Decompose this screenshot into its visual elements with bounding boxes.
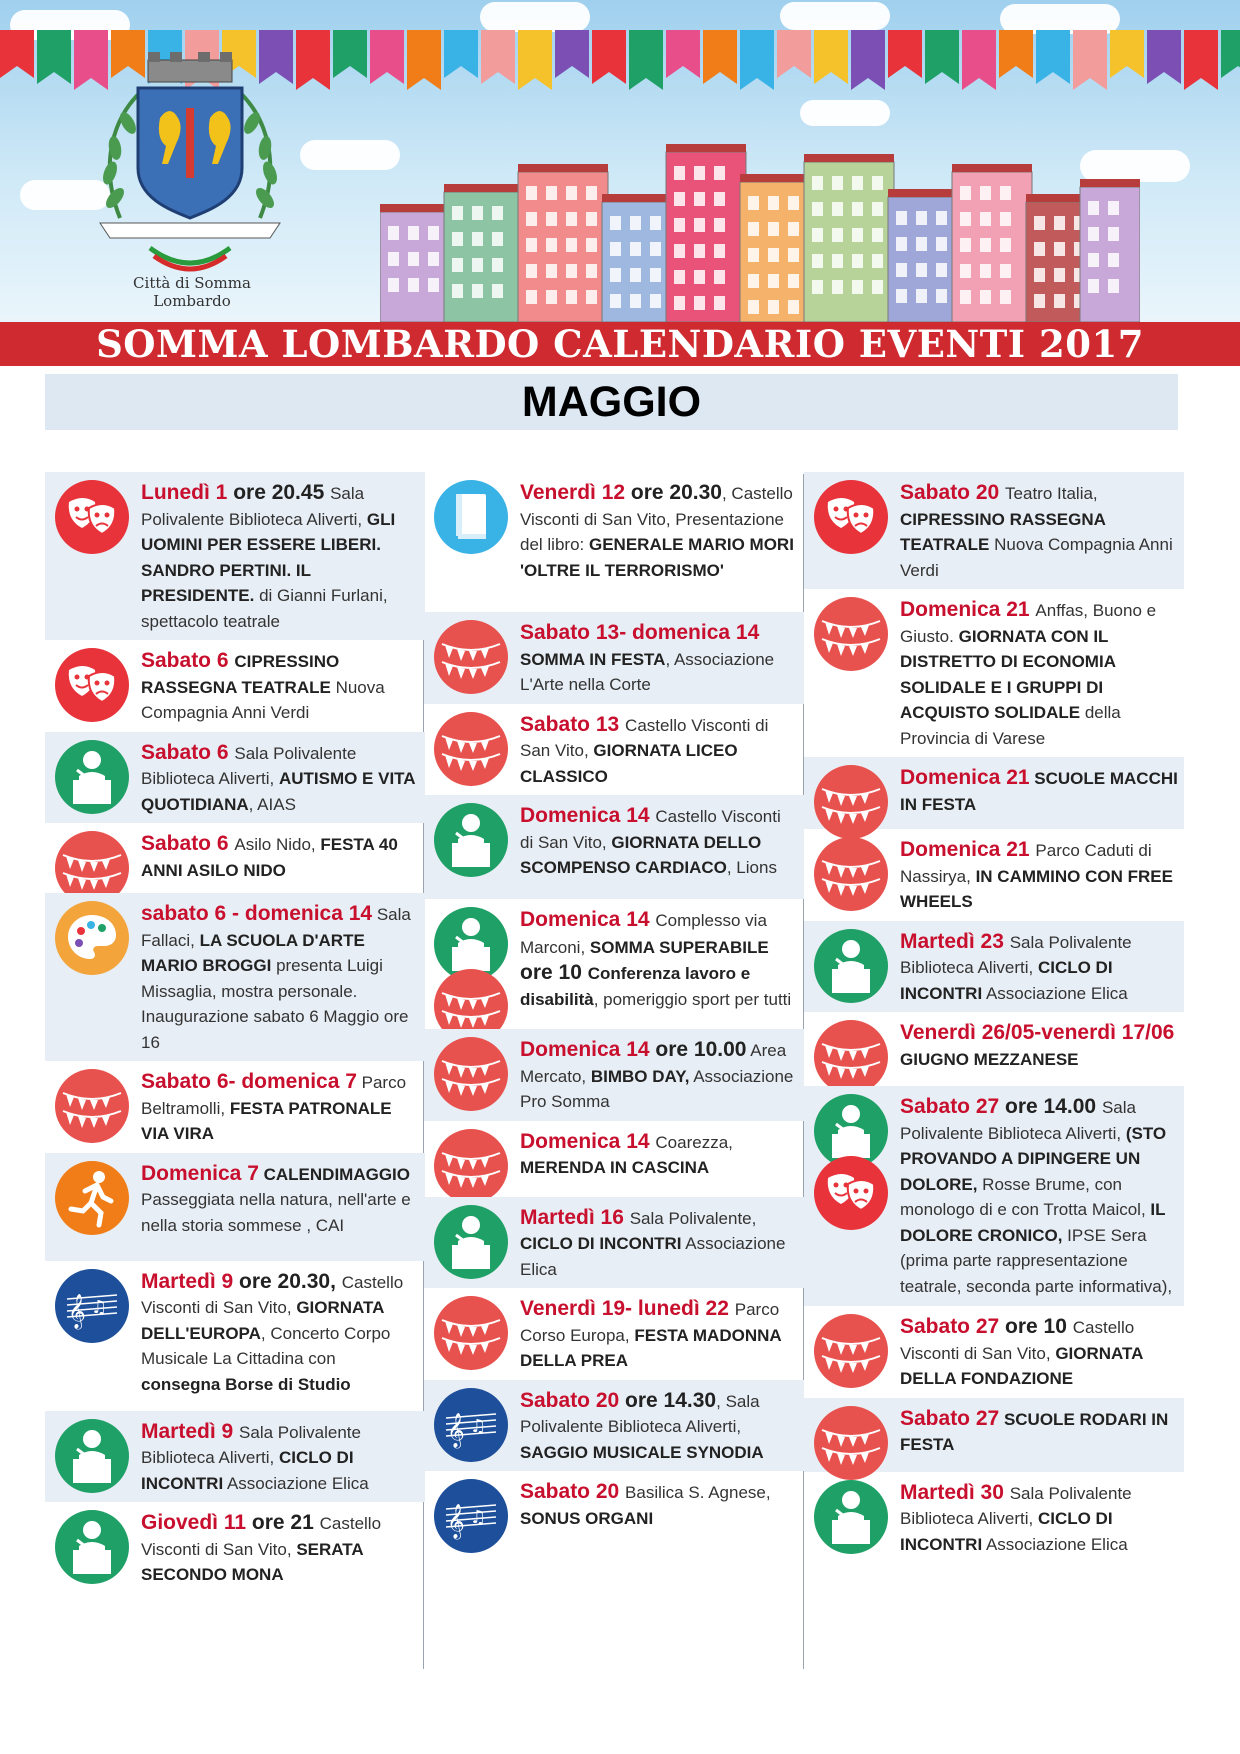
event-title: SONUS ORGANI xyxy=(520,1508,654,1528)
event-details: Basilica S. Agnese, xyxy=(625,1483,771,1502)
event-date: Sabato 27 xyxy=(900,1095,1006,1118)
event-title: GIORNATA DELLA FONDAZIONE xyxy=(900,1343,1143,1388)
city-name: Città di Somma Lombardo xyxy=(133,274,251,310)
event-title: CICLO DI INCONTRI xyxy=(900,958,1113,1003)
city-crest-icon xyxy=(90,48,290,298)
speaker-podium-icon xyxy=(434,1205,508,1279)
theatre-masks-icon xyxy=(814,1156,888,1230)
event-title: FESTA MADONNA DELLA PREA xyxy=(520,1325,782,1370)
event-item xyxy=(424,472,804,612)
bunting-flags-icon xyxy=(814,837,888,911)
event-item xyxy=(45,1261,425,1411)
music-notes-icon xyxy=(434,1479,508,1553)
event-details: Sala Fallaci, xyxy=(141,905,411,950)
event-details: Parco Caduti di Nassirya, xyxy=(900,841,1152,886)
svg-text:♫: ♫ xyxy=(91,1296,108,1318)
event-title: GIUGNO MEZZANESE xyxy=(900,1049,1079,1069)
event-title: SCUOLE RODARI IN FESTA xyxy=(900,1409,1169,1454)
event-details: , Associazione L'Arte nella Corte xyxy=(520,649,775,694)
svg-text:𝄞: 𝄞 xyxy=(447,1504,465,1539)
event-details: Sala Polivalente Biblioteca Aliverti, xyxy=(141,484,367,529)
event-text xyxy=(900,480,1178,583)
event-item xyxy=(804,1472,1184,1564)
theatre-masks-icon xyxy=(55,480,129,554)
event-title: LA SCUOLA D'ARTE MARIO BROGGI xyxy=(141,930,365,975)
event-date: sabato 6 - domenica 14 xyxy=(141,902,373,925)
event-title: (STO PROVANDO A DIPINGERE UN DOLORE, xyxy=(900,1123,1167,1194)
events-column-1 xyxy=(45,472,425,1594)
cloud xyxy=(480,2,590,32)
music-notes-icon xyxy=(55,1269,129,1343)
bunting-flags-icon xyxy=(434,1037,508,1111)
event-date: Martedì 30 xyxy=(900,1480,1010,1504)
event-item xyxy=(804,472,1184,589)
event-details: Rosse Brume, con monologo di e con Trotta Maicol, xyxy=(900,1174,1151,1219)
event-item xyxy=(45,472,425,640)
event-title: GLI UOMINI PER ESSERE LIBERI. SANDRO PERTINI. IL PRESIDENTE. xyxy=(141,509,396,605)
event-text xyxy=(520,907,798,1012)
event-item xyxy=(804,921,1184,1013)
event-details: Complesso via Marconi, xyxy=(520,911,767,957)
event-details: Teatro Italia, xyxy=(1005,484,1098,503)
speaker-podium-icon xyxy=(814,929,888,1003)
event-details: Parco Corso Europa, xyxy=(520,1300,780,1345)
event-details: Associazione Elica xyxy=(982,1534,1128,1554)
event-title: SERATA SECONDO MONA xyxy=(141,1539,364,1584)
event-title: GIORNATA DELL'EUROPA xyxy=(141,1298,384,1343)
event-time: ore 10 xyxy=(520,961,588,984)
event-details: Associazione Elica xyxy=(982,983,1128,1003)
event-text xyxy=(141,901,419,1055)
event-date: Martedì 9 xyxy=(141,1419,240,1443)
event-item xyxy=(804,757,1184,829)
theatre-masks-icon xyxy=(55,648,129,722)
event-title: CICLO DI INCONTRI xyxy=(520,1234,682,1253)
theatre-masks-icon xyxy=(814,480,888,554)
event-date: Sabato 20 xyxy=(900,481,1006,504)
event-item xyxy=(424,1471,804,1551)
event-details: Sala Polivalente Biblioteca Aliverti, xyxy=(900,932,1132,977)
bunting-flags-icon xyxy=(814,1406,888,1480)
header-illustration xyxy=(0,0,1240,322)
event-title: consegna Borse di Studio xyxy=(141,1374,351,1394)
bunting-flags-icon xyxy=(814,597,888,671)
event-text xyxy=(520,1479,798,1531)
event-date: Sabato 27 xyxy=(900,1406,1000,1430)
event-item xyxy=(424,795,804,899)
event-title: SCUOLE MACCHI IN FESTA xyxy=(900,769,1178,814)
event-details: Castello Visconti di San Vito, xyxy=(520,807,781,852)
event-title: FESTA 40 ANNI ASILO NIDO xyxy=(141,835,398,880)
event-title: Conferenza lavoro e disabilità xyxy=(520,964,751,1009)
event-title: SAGGIO MUSICALE SYNODIA xyxy=(520,1442,764,1462)
event-time: ore 20.30 xyxy=(630,481,722,504)
event-title: FESTA PATRONALE VIA VIRA xyxy=(141,1098,392,1143)
event-date: Sabato 20 xyxy=(520,1388,626,1412)
event-text xyxy=(520,620,798,698)
event-details: Anffas, Buono e Giusto. xyxy=(900,601,1157,646)
event-item xyxy=(45,823,425,893)
event-text xyxy=(520,712,798,790)
event-text xyxy=(900,1406,1178,1458)
music-notes-icon xyxy=(434,1388,508,1462)
event-date: Sabato 27 xyxy=(900,1315,1006,1338)
event-text xyxy=(900,1020,1178,1072)
event-item xyxy=(424,1197,804,1289)
event-date: Domenica 14 xyxy=(520,1129,656,1153)
event-time: ore 10 xyxy=(1005,1315,1073,1338)
event-details: , Castello Visconti di San Vito, Presentazione del libro: xyxy=(520,484,793,554)
event-title: CICLO DI INCONTRI xyxy=(900,1509,1113,1554)
event-item xyxy=(424,1380,804,1472)
event-date: Sabato 6- domenica 7 xyxy=(141,1070,357,1093)
event-details: Sala Polivalente, xyxy=(629,1208,757,1228)
event-title: GENERALE MARIO MORI 'OLTRE IL TERRORISMO' xyxy=(520,535,794,580)
event-text xyxy=(141,740,419,818)
runner-icon xyxy=(55,1161,129,1235)
event-details: Castello Visconti di San Vito, xyxy=(900,1318,1135,1363)
event-date: Domenica 21 xyxy=(900,598,1036,621)
event-item xyxy=(45,893,425,1061)
event-details: Parco Beltramolli, xyxy=(141,1073,407,1118)
event-text xyxy=(141,1069,419,1147)
event-date: Domenica 21 xyxy=(900,766,1030,789)
event-title: CICLO DI INCONTRI xyxy=(141,1448,354,1493)
event-item xyxy=(45,1061,425,1153)
event-item xyxy=(804,1012,1184,1086)
event-details: Castello Visconti di San Vito, xyxy=(141,1514,382,1559)
event-title: SOMMA SUPERABILE xyxy=(589,937,769,957)
event-text xyxy=(141,1419,419,1497)
event-text xyxy=(900,1094,1178,1299)
event-details: Nuova Compagnia Anni Verdi xyxy=(900,535,1173,580)
event-title: BIMBO DAY, xyxy=(590,1066,690,1086)
speaker-podium-icon xyxy=(55,740,129,814)
event-text xyxy=(141,480,419,634)
event-title: CIPRESSINO RASSEGNA TEATRALE xyxy=(900,509,1106,554)
event-item xyxy=(45,1502,425,1594)
bunting-flags-icon xyxy=(814,1314,888,1388)
event-date: Domenica 7 xyxy=(141,1161,259,1185)
event-time: ore 20.45 xyxy=(233,481,331,504)
event-details: Associazione Elica xyxy=(223,1473,369,1493)
event-details: Sala Polivalente Biblioteca Aliverti, xyxy=(141,1422,361,1467)
event-details: Castello Visconti di San Vito, xyxy=(141,1272,404,1317)
event-title: GIORNATA DELLO SCOMPENSO CARDIACO xyxy=(520,832,762,877)
cloud xyxy=(780,2,890,30)
event-text xyxy=(520,1296,798,1374)
event-date: Sabato 6 xyxy=(141,649,235,672)
event-date: Martedì 16 xyxy=(520,1205,630,1229)
event-item xyxy=(804,589,1184,757)
event-text xyxy=(900,765,1178,817)
event-details: Sala Polivalente Biblioteca Aliverti, xyxy=(900,1483,1132,1528)
event-text xyxy=(900,929,1178,1007)
event-date: Sabato 20 xyxy=(520,1480,626,1503)
bunting-flags-icon xyxy=(814,1020,888,1094)
svg-text:𝄞: 𝄞 xyxy=(447,1412,465,1448)
event-text xyxy=(900,597,1178,751)
bunting-flags-icon xyxy=(434,1129,508,1203)
event-text xyxy=(520,1037,798,1115)
event-text xyxy=(141,1161,419,1239)
event-details: Coarezza, xyxy=(655,1132,733,1152)
svg-text:♫: ♫ xyxy=(470,1415,487,1437)
event-item xyxy=(424,704,804,796)
event-text xyxy=(141,1269,419,1398)
event-item xyxy=(424,1288,804,1380)
event-date: Sabato 13- domenica 14 xyxy=(520,621,760,644)
event-item xyxy=(424,612,804,704)
event-details: Castello Visconti di San Vito, xyxy=(520,715,769,760)
event-title: AUTISMO E VITA QUOTIDIANA xyxy=(141,769,415,814)
event-text xyxy=(900,1314,1178,1392)
event-date: Venerdì 12 xyxy=(520,481,631,504)
event-item xyxy=(45,732,425,824)
event-title: SOMMA IN FESTA xyxy=(520,649,666,669)
event-details: Sala Polivalente Biblioteca Aliverti, xyxy=(900,1098,1136,1143)
speaker-podium-icon xyxy=(814,1480,888,1554)
event-text xyxy=(141,831,419,883)
calendar-title: SOMMA LOMBARDO CALENDARIO EVENTI 2017 xyxy=(0,322,1240,366)
event-date: Sabato 6 xyxy=(141,832,235,855)
event-text xyxy=(141,1510,419,1588)
bunting-flags-icon xyxy=(434,712,508,786)
event-text xyxy=(520,803,798,881)
book-icon xyxy=(434,480,508,554)
event-item xyxy=(804,829,1184,921)
event-item xyxy=(424,1029,804,1121)
event-details: della Provincia di Varese xyxy=(900,703,1121,748)
bunting-flags-icon xyxy=(434,1296,508,1370)
bunting-flags-icon xyxy=(434,620,508,694)
month-heading: MAGGIO xyxy=(45,374,1178,430)
event-time: ore 21 xyxy=(251,1511,320,1534)
speaker-podium-icon xyxy=(55,1510,129,1584)
event-details: , Lions xyxy=(726,858,777,877)
event-time: ore 14.00 xyxy=(1005,1095,1102,1118)
event-details: IPSE Sera (prima parte rappresentazione teatrale, seconda parte informativa), xyxy=(900,1225,1173,1296)
event-details: Passeggiata nella natura, nell'arte e nella storia sommese , CAI xyxy=(141,1190,411,1235)
event-item xyxy=(424,1121,804,1197)
event-details: Nuova Compagnia Anni Verdi xyxy=(141,677,385,722)
palette-icon xyxy=(55,901,129,975)
event-date: Martedì 9 xyxy=(141,1269,240,1293)
event-item xyxy=(424,899,804,1029)
event-date: Domenica 21 xyxy=(900,838,1036,861)
event-details: , AIAS xyxy=(248,794,296,814)
event-details: Sala Polivalente Biblioteca Aliverti, xyxy=(141,743,357,788)
event-details: di Gianni Furlani, spettacolo teatrale xyxy=(141,586,388,631)
event-item xyxy=(45,1411,425,1503)
event-details: Associazione Elica xyxy=(520,1234,786,1279)
svg-text:♫: ♫ xyxy=(470,1507,487,1528)
event-text xyxy=(900,837,1178,915)
speaker-podium-icon xyxy=(434,803,508,877)
event-text xyxy=(520,1205,798,1283)
event-details: , Sala Polivalente Biblioteca Aliverti, xyxy=(520,1391,760,1436)
event-title: CALENDIMAGGIO xyxy=(258,1164,410,1184)
event-text xyxy=(900,1480,1178,1558)
event-date: Venerdì 26/05-venerdì 17/06 xyxy=(900,1021,1175,1044)
event-time: ore 14.30 xyxy=(625,1388,717,1412)
event-title: GIORNATA LICEO CLASSICO xyxy=(520,741,738,786)
event-text xyxy=(520,1129,798,1181)
event-time: ore 10.00 xyxy=(655,1038,747,1061)
event-text xyxy=(520,1388,798,1466)
event-details: presenta Luigi Missaglia, mostra personale. Inaugurazione sabato 6 Maggio ore 16 xyxy=(141,956,409,1052)
event-date: Domenica 14 xyxy=(520,804,656,827)
event-details: Area Mercato, xyxy=(520,1041,787,1086)
event-item xyxy=(804,1086,1184,1306)
event-item xyxy=(804,1398,1184,1472)
event-title: CIPRESSINO RASSEGNA TEATRALE xyxy=(141,652,340,697)
speaker-podium-icon xyxy=(55,1419,129,1493)
event-date: Domenica 14 xyxy=(520,908,656,931)
events-column-2 xyxy=(424,472,804,1551)
event-details: , Concerto Corpo Musicale La Cittadina con xyxy=(141,1323,391,1368)
event-item xyxy=(804,1306,1184,1398)
events-column-3 xyxy=(804,472,1184,1563)
town-illustration xyxy=(380,142,1140,322)
event-details: Asilo Nido, xyxy=(234,835,321,854)
svg-text:𝄞: 𝄞 xyxy=(68,1293,86,1329)
event-text xyxy=(520,480,798,583)
event-details: Associazione Pro Somma xyxy=(520,1066,794,1111)
event-title: IL DOLORE CRONICO, xyxy=(900,1200,1166,1245)
event-details: , pomeriggio sport per tutti xyxy=(593,989,792,1009)
event-time: ore 20.30, xyxy=(239,1269,342,1293)
event-date: Sabato 6 xyxy=(141,740,235,764)
event-date: Lunedì 1 xyxy=(141,481,234,504)
event-item xyxy=(45,640,425,732)
event-title: GIORNATA CON IL DISTRETTO DI ECONOMIA SOLIDALE E I GRUPPI DI ACQUISTO SOLIDALE xyxy=(900,626,1116,722)
event-date: Domenica 14 xyxy=(520,1038,656,1061)
event-title: MERENDA IN CASCINA xyxy=(520,1158,710,1177)
event-date: Giovedì 11 xyxy=(141,1511,252,1534)
event-item xyxy=(45,1153,425,1261)
event-date: Sabato 13 xyxy=(520,712,626,736)
bunting-flags-icon xyxy=(814,765,888,839)
event-text xyxy=(141,648,419,726)
event-date: Venerdì 19- lunedì 22 xyxy=(520,1297,735,1320)
bunting-flags-icon xyxy=(55,1069,129,1143)
event-date: Martedì 23 xyxy=(900,929,1010,953)
event-title: IN CAMMINO CON FREE WHEELS xyxy=(900,866,1173,911)
